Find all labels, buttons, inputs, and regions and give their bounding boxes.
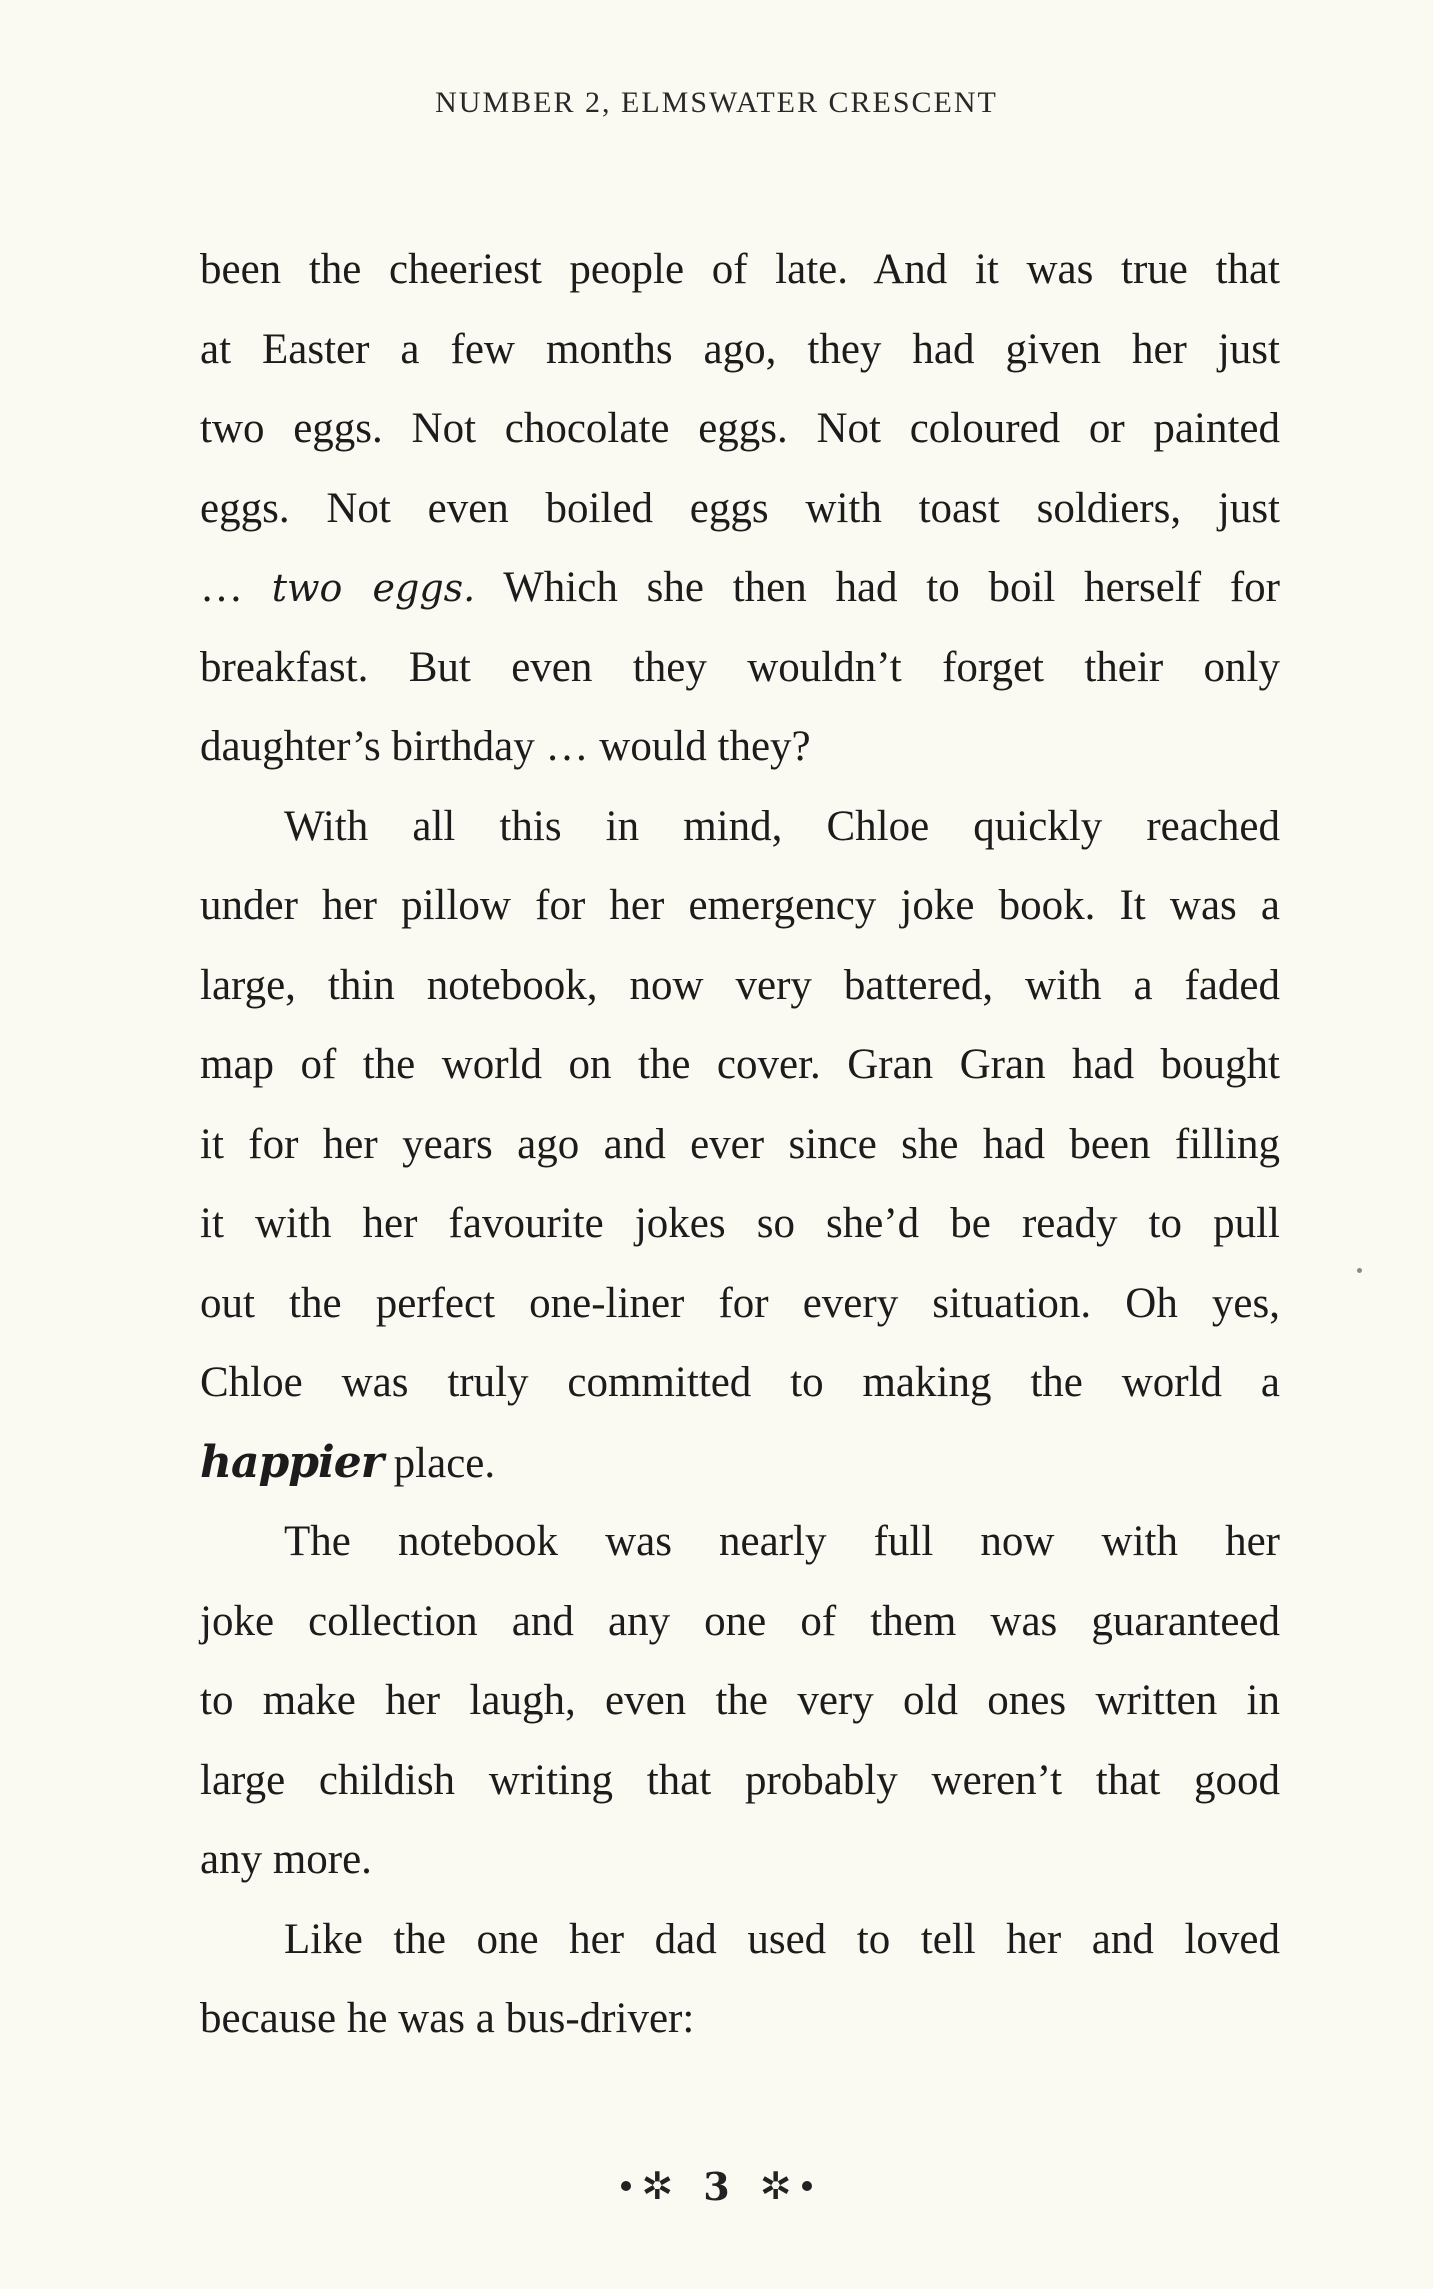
text-line: to make her laugh, even the very old ones written in (200, 1677, 1280, 1724)
paragraph-start-line: The notebook was nearly full now with her (284, 1518, 1280, 1565)
text-line (200, 548, 1280, 628)
text-line: at Easter a few months ago, they had given her just (200, 325, 1280, 373)
text-line: daughter’s birthday … would they? (200, 723, 811, 770)
text-line: eggs. Not even boiled eggs with toast soldiers, just (200, 484, 1280, 532)
text-line: large childish writing that probably weren’t that good (200, 1756, 1280, 1804)
text-line: large, thin notebook, now very battered, with a faded (200, 961, 1280, 1009)
text-line: breakfast. But even they wouldn’t forget their only (200, 643, 1280, 691)
page-number: 3 (703, 2163, 730, 2209)
paragraph-start-line: With all this in mind, Chloe quickly reached (284, 802, 1280, 850)
text-line: because he was a bus-driver: (200, 1995, 695, 2042)
ornament-star-right-icon: ✲ (759, 2164, 792, 2208)
text-line: out the perfect one-liner for every situation. Oh yes, (200, 1279, 1280, 1327)
paper-speck (1357, 1268, 1362, 1273)
text-line: any more. (200, 1836, 372, 1883)
text-line: two eggs. Not chocolate eggs. Not coloured or painted (200, 405, 1280, 452)
text-line: map of the world on the cover. Gran Gran had bought (200, 1041, 1280, 1088)
text-line: it for her years ago and ever since she had been filling (200, 1120, 1280, 1168)
ellipsis: … (200, 564, 243, 611)
line-remainder: place. (393, 1439, 496, 1487)
paragraph-start-line: Like the one her dad used to tell her and loved (284, 1915, 1280, 1963)
body-text (200, 230, 1280, 2059)
ornament-star-left-icon: ✲ (641, 2164, 674, 2208)
text-line: joke collection and any one of them was guaranteed (200, 1597, 1280, 1645)
text-line: under her pillow for her emergency joke book. It was a (200, 882, 1280, 929)
running-head: NUMBER 2, ELMSWATER CRESCENT (435, 86, 998, 119)
text-line: it with her favourite jokes so she’d be ready to pull (200, 1200, 1280, 1247)
italic-phrase: two eggs. (271, 566, 476, 610)
text-line: Chloe was truly committed to making the world a (200, 1359, 1280, 1406)
script-word: happier (200, 1436, 383, 1488)
text-line (200, 1423, 1280, 1503)
ornament-dot-left (621, 2181, 631, 2191)
ornament-dot-right (802, 2181, 812, 2191)
text-line: been the cheeriest people of late. And it was true that (200, 246, 1280, 293)
line-remainder: Which she then had to boil herself for (503, 564, 1280, 611)
page-folio (0, 2160, 1433, 2209)
